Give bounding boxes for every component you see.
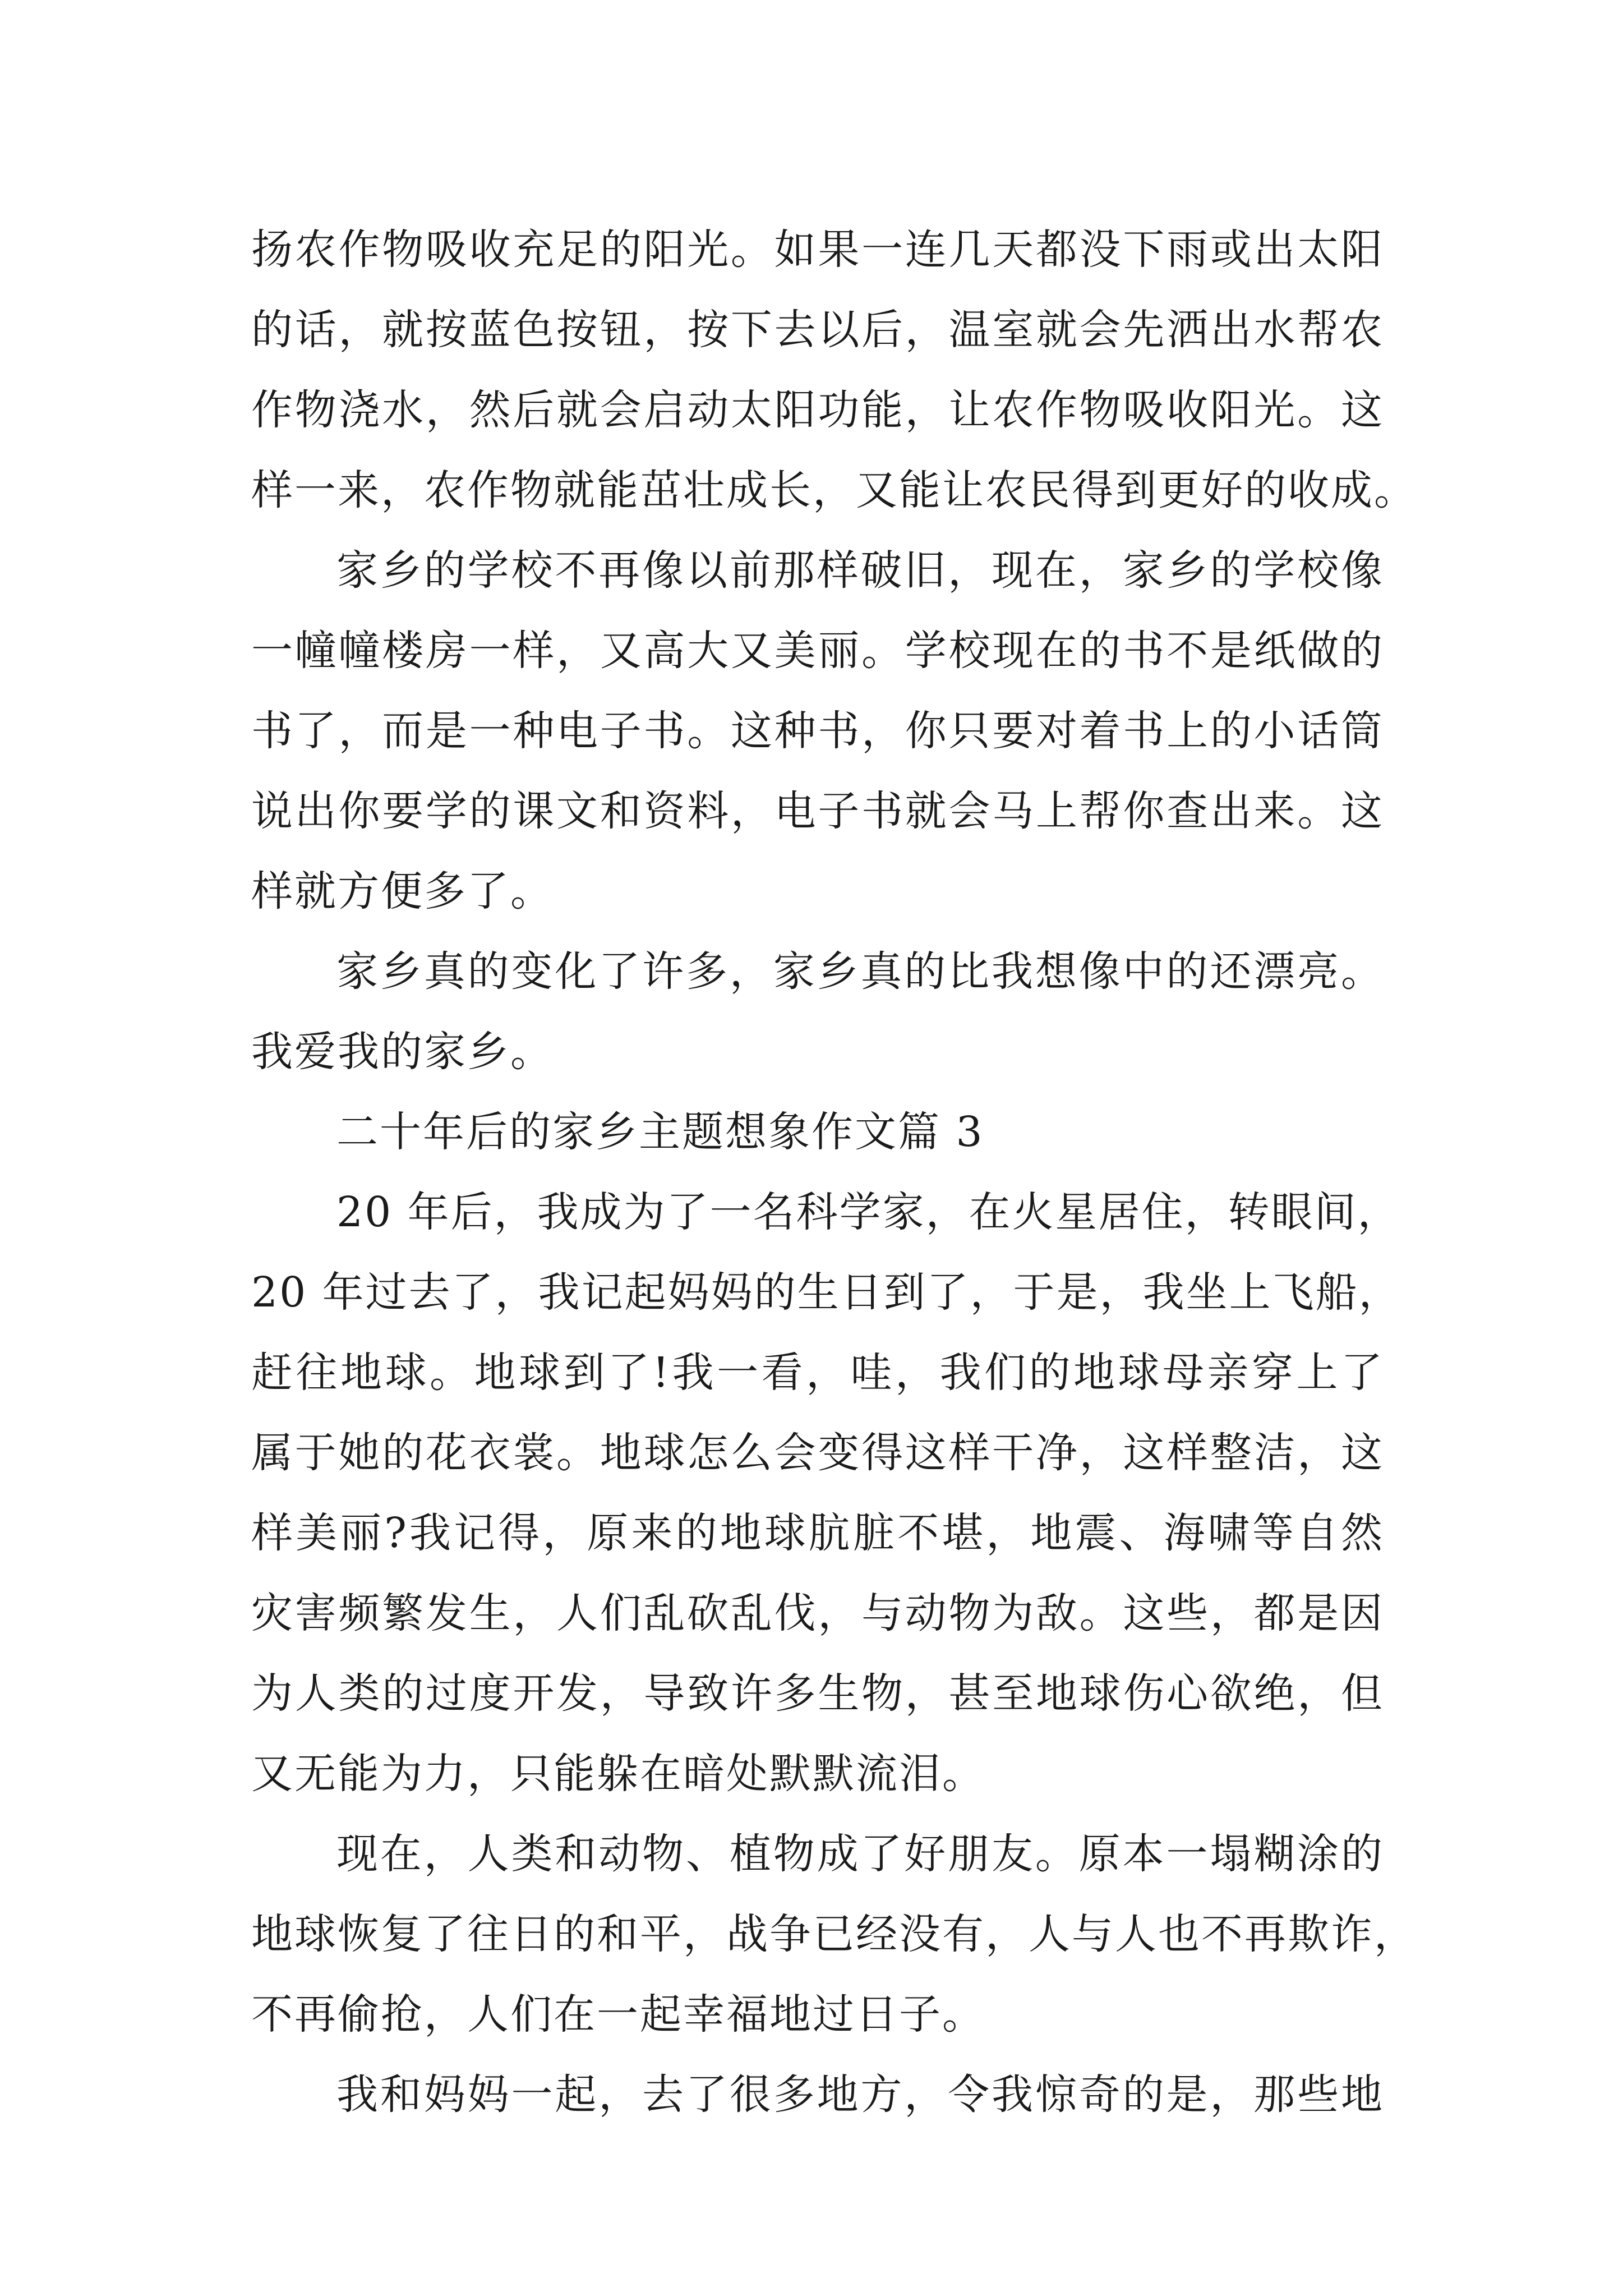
text-line: 我和妈妈一起，去了很多地方，令我惊奇的是，那些地 [336, 2070, 1384, 2119]
text-line: 家乡的学校不再像以前那样破旧，现在，家乡的学校像 [336, 546, 1384, 595]
text-line: 20 年过去了，我记起妈妈的生日到了，于是，我坐上飞船， [251, 1268, 1402, 1317]
text-line: 作物浇水，然后就会启动太阳功能，让农作物吸收阳光。这 [251, 386, 1384, 434]
text-line: 家乡真的变化了许多，家乡真的比我想像中的还漂亮。 [336, 947, 1384, 996]
section-heading: 二十年后的家乡主题想象作文篇 3 [336, 1108, 984, 1156]
text-line: 20 年后，我成为了一名科学家，在火星居住，转眼间， [336, 1188, 1401, 1236]
text-line: 扬农作物吸收充足的阳光。如果一连几天都没下雨或出太阳 [251, 226, 1384, 274]
text-line: 现在，人类和动物、植物成了好朋友。原本一塌糊涂的 [336, 1830, 1384, 1878]
text-line: 样就方便多了。 [251, 867, 554, 915]
text-line: 一幢幢楼房一样，又高大又美丽。学校现在的书不是纸做的 [251, 627, 1384, 675]
text-line: 属于她的花衣裳。地球怎么会变得这样干净，这样整洁，这 [251, 1429, 1384, 1477]
text-line: 样一来，农作物就能茁壮成长，又能让农民得到更好的收成。 [251, 466, 1417, 514]
text-line: 不再偷抢，人们在一起幸福地过日子。 [251, 1990, 985, 2039]
text-line: 说出你要学的课文和资料，电子书就会马上帮你查出来。这 [251, 787, 1384, 835]
text-line: 的话，就按蓝色按钮，按下去以后，温室就会先洒出水帮农 [251, 306, 1384, 354]
text-line: 书了，而是一种电子书。这种书，你只要对着书上的小话筒 [251, 707, 1384, 755]
text-line: 我爱我的家乡。 [251, 1028, 554, 1076]
text-line: 灾害频繁发生，人们乱砍乱伐，与动物为敌。这些，都是因 [251, 1589, 1384, 1637]
text-line: 地球恢复了往日的和平，战争已经没有，人与人也不再欺诈， [251, 1910, 1417, 1958]
text-line: 样美丽?我记得，原来的地球肮脏不堪，地震、海啸等自然 [251, 1509, 1384, 1557]
text-line: 赶往地球。地球到了!我一看，哇，我们的地球母亲穿上了 [251, 1349, 1384, 1397]
text-line: 又无能为力，只能躲在暗处默默流泪。 [251, 1750, 985, 1798]
text-line: 为人类的过度开发，导致许多生物，甚至地球伤心欲绝，但 [251, 1669, 1384, 1718]
